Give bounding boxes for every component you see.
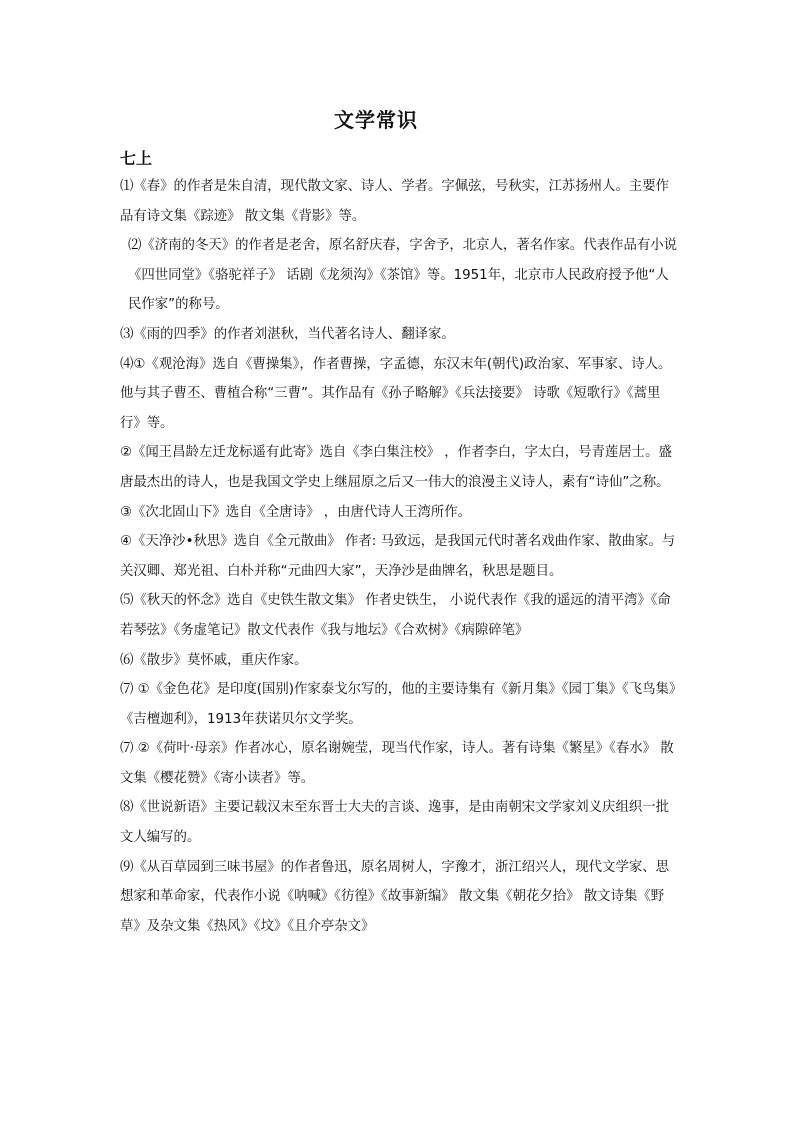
paragraph: ⑶《雨的四季》的作者刘湛秋，当代著名诗人、翻译家。 [120,326,455,342]
paragraph: ②《闻王昌龄左迁龙标遥有此寄》选自《李白集注校》 ，作者李白，字太白，号青莲居士。盛唐最杰出的诗人，也是我国文学史上继屈原之后又一伟大的浪漫主义诗人，素有“诗仙”之称。 [120,445,672,490]
paragraph: ⑹《散步》莫怀戚，重庆作家。 [120,652,308,668]
paragraph: ⑼《从百草园到三味书屋》的作者鲁迅，原名周树人，字豫才，浙江绍兴人，现代文学家、思想家和革命家，代表作小说《呐喊》《彷徨》《故事新编》 散文集《朝花夕拾》 散文诗集《野草》及杂文集《热风》《坟》《且介亭杂文》 [120,859,670,934]
page-title: 文学常识 [334,108,418,132]
paragraph: ⑺ ①《金色花》是印度(国别)作家泰戈尔写的，他的主要诗集有《新月集》《园丁集》《飞鸟集》《吉檀迦利》，1913年获诺贝尔文学奖。 [120,682,676,727]
paragraph: ⑷①《观沧海》选自《曹操集》，作者曹操，字孟德，东汉末年(朝代)政治家、军事家、诗人。他与其子曹丕、曹植合称“三曹”。其作品有《孙子略解》《兵法接要》 诗歌《短歌行》《蒿里行》等。 [120,356,672,431]
paragraph: ⑵《济南的冬天》的作者是老舍，原名舒庆春，字舍予，北京人，著名作家。代表作品有小说《四世同堂》《骆驼祥子》 话剧《龙须沟》《茶馆》等。1951年，北京市人民政府授予他“人民作家”的称号。 [128,238,678,313]
paragraph: ③《次北固山下》选自《全唐诗》 ，由唐代诗人王湾所作。 [120,504,472,520]
paragraph: ④《天净沙•秋思》选自《全元散曲》 作者: 马致远，是我国元代时著名戏曲作家、散曲家。与关汉卿、郑光祖、白朴并称“元曲四大家”，天净沙是曲牌名，秋思是题目。 [120,534,676,579]
paragraph: ⑻《世说新语》主要记载汉末至东晋士大夫的言谈、逸事，是由南朝宋文学家刘义庆组织一批文人编写的。 [120,800,670,846]
section-heading: 七上 [120,149,153,168]
content-body [120,172,680,941]
paragraph: ⑸《秋天的怀念》选自《史铁生散文集》 作者史铁生， 小说代表作《我的遥远的清平湾》《命若琴弦》《务虚笔记》散文代表作《我与地坛》《合欢树》《病隙碎笔》 [120,593,671,638]
paragraph: ⑴《春》的作者是朱自清，现代散文家、诗人、学者。字佩弦，号秋实，江苏扬州人。主要作品有诗文集《踪迹》 散文集《背影》等。 [120,179,670,224]
paragraph: ⑺ ②《荷叶·母亲》作者冰心，原名谢婉莹，现当代作家，诗人。著有诗集《繁星》《春水》 散文集《樱花赞》《寄小读者》等。 [120,741,674,786]
